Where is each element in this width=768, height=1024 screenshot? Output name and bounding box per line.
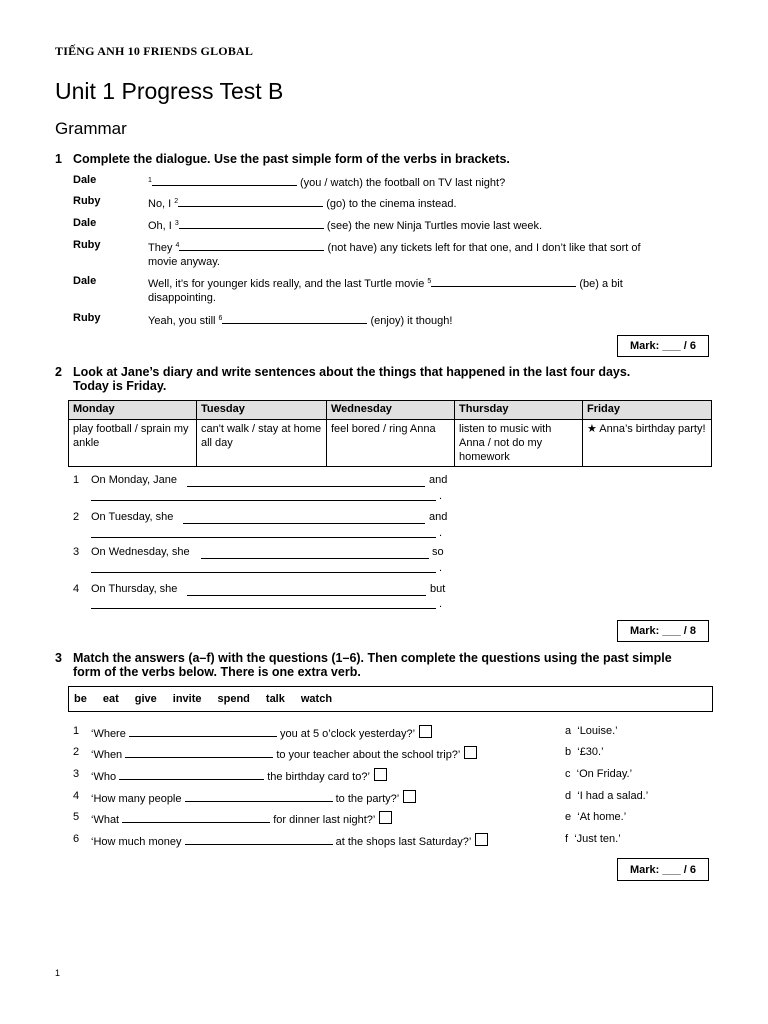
table-header: Friday (583, 401, 712, 420)
q3-question-number: 1 (73, 725, 80, 737)
answer-line[interactable] (183, 523, 425, 524)
table-row (69, 420, 712, 467)
verb: be (74, 693, 87, 705)
q3-question: ‘Where you at 5 o’clock yesterday?’ (91, 725, 432, 740)
q1-line: They $^4$ (not have) any tickets left for that one, and I don’t like that sort of movie anyway. (148, 242, 641, 268)
verb: eat (102, 693, 119, 705)
q2-item-start: On Tuesday, she (91, 511, 174, 523)
q2-item-end: and (429, 474, 448, 486)
answer-line[interactable] (187, 595, 426, 596)
q3-answer: d ‘I had a salad.’ (565, 790, 649, 802)
q3-instruction: Match the answers (a–f) with the questions (1–6). Then complete the questions using the past simple form of the verbs below. There is one extra verb. (73, 651, 672, 679)
q3-answer: a ‘Louise.’ (565, 725, 618, 737)
answer-blank[interactable] (129, 726, 277, 737)
q1-speaker: Dale (73, 275, 97, 287)
answer-line[interactable] (91, 608, 436, 609)
q1-line: Oh, I $^3$ (see) the new Ninja Turtles movie last week. (148, 220, 543, 232)
verb: watch (300, 693, 333, 705)
q3-question: ‘When to your teacher about the school trip?’ (91, 746, 477, 761)
q2-item-end: and (429, 511, 448, 523)
q2-item-end: but (430, 583, 446, 595)
table-cell: can't walk / stay at home all day (197, 420, 327, 467)
table-header-row (69, 401, 712, 420)
answer-blank[interactable] (185, 834, 333, 845)
answer-blank[interactable] (185, 791, 333, 802)
page-number: 1 (55, 968, 61, 978)
q1-speaker: Dale (73, 217, 97, 229)
period: . (439, 598, 443, 610)
verb: give (134, 693, 157, 705)
table-header: Wednesday (327, 401, 455, 420)
match-checkbox[interactable] (464, 746, 477, 759)
match-checkbox[interactable] (374, 768, 387, 781)
verb: talk (265, 693, 285, 705)
q3-number: 3 (55, 651, 62, 665)
answer-blank[interactable] (152, 175, 297, 186)
period: . (439, 562, 443, 574)
series-title: TIẾNG ANH 10 FRIENDS GLOBAL (55, 44, 254, 58)
q2-mark-box: Mark: ___ / 8 (617, 620, 709, 642)
q2-item-number: 4 (73, 583, 80, 595)
verb-box (68, 686, 713, 712)
q2-item-start: On Wednesday, she (91, 546, 190, 558)
answer-line[interactable] (187, 486, 425, 487)
answer-line[interactable] (91, 500, 436, 501)
answer-blank[interactable] (179, 218, 324, 229)
q3-answer: f ‘Just ten.’ (565, 833, 621, 845)
answer-blank[interactable] (222, 313, 367, 324)
q1-line: Yeah, you still $^6$ (enjoy) it though! (148, 315, 453, 327)
answer-blank[interactable] (178, 196, 323, 207)
q2-item-end: so (432, 546, 444, 558)
q3-question: ‘What for dinner last night?’ (91, 811, 392, 826)
q2-item-start: On Thursday, she (91, 583, 178, 595)
match-checkbox[interactable] (379, 811, 392, 824)
match-checkbox[interactable] (419, 725, 432, 738)
table-cell: listen to music with Anna / not do my homework (455, 420, 583, 467)
q2-item-start: On Monday, Jane (91, 474, 178, 486)
table-header: Monday (69, 401, 197, 420)
verb: invite (172, 693, 202, 705)
answer-blank[interactable] (179, 240, 324, 251)
match-checkbox[interactable] (475, 833, 488, 846)
answer-blank[interactable] (119, 769, 264, 780)
section-title: Grammar (55, 119, 127, 138)
q3-question: ‘How many people to the party?’ (91, 790, 416, 805)
q1-line: $^1$ (you / watch) the football on TV last night? (148, 177, 506, 189)
q3-answer: b ‘£30.’ (565, 746, 604, 758)
answer-line[interactable] (91, 537, 436, 538)
answer-line[interactable] (91, 572, 436, 573)
q3-question: ‘Who the birthday card to?’ (91, 768, 387, 783)
table-cell: play football / sprain my ankle (69, 420, 197, 467)
q3-answer: c ‘On Friday.’ (565, 768, 633, 780)
period: . (439, 490, 443, 502)
q3-question-number: 6 (73, 833, 80, 845)
table-header: Thursday (455, 401, 583, 420)
match-checkbox[interactable] (403, 790, 416, 803)
diary-table (68, 400, 712, 467)
q1-speaker: Ruby (73, 312, 101, 324)
q1-instruction: Complete the dialogue. Use the past simple form of the verbs in brackets. (73, 152, 510, 166)
q3-mark-box: Mark: ___ / 6 (617, 858, 709, 881)
period: . (439, 527, 443, 539)
answer-blank[interactable] (431, 276, 576, 287)
q2-item-number: 3 (73, 546, 80, 558)
answer-blank[interactable] (122, 812, 270, 823)
answer-line[interactable] (201, 558, 429, 559)
table-header: Tuesday (197, 401, 327, 420)
q3-question-number: 2 (73, 746, 80, 758)
q1-speaker: Dale (73, 174, 97, 186)
q1-line: No, I $^2$ (go) to the cinema instead. (148, 198, 457, 210)
q3-question-number: 4 (73, 790, 80, 802)
answer-blank[interactable] (125, 747, 273, 758)
q2-instruction: Look at Jane’s diary and write sentences about the things that happened in the last four days. Today is Friday. (73, 365, 631, 393)
q3-question-number: 3 (73, 768, 80, 780)
q1-number: 1 (55, 152, 62, 166)
q1-speaker: Ruby (73, 195, 101, 207)
q3-answer: e ‘At home.’ (565, 811, 627, 823)
q1-mark-box: Mark: ___ / 6 (617, 335, 709, 357)
q1-speaker: Ruby (73, 239, 101, 251)
q1-line: Well, it’s for younger kids really, and the last Turtle movie $^5$ (be) a bit disappointing. (148, 278, 623, 304)
q2-number: 2 (55, 365, 62, 379)
q2-item-number: 1 (73, 474, 80, 486)
verb: spend (217, 693, 250, 705)
q2-item-number: 2 (73, 511, 80, 523)
q3-question-number: 5 (73, 811, 80, 823)
page-title: Unit 1 Progress Test B (55, 78, 284, 104)
q3-question: ‘How much money at the shops last Saturday?’ (91, 833, 488, 848)
table-cell: feel bored / ring Anna (327, 420, 455, 467)
table-cell: ★ Anna’s birthday party! (583, 420, 712, 467)
